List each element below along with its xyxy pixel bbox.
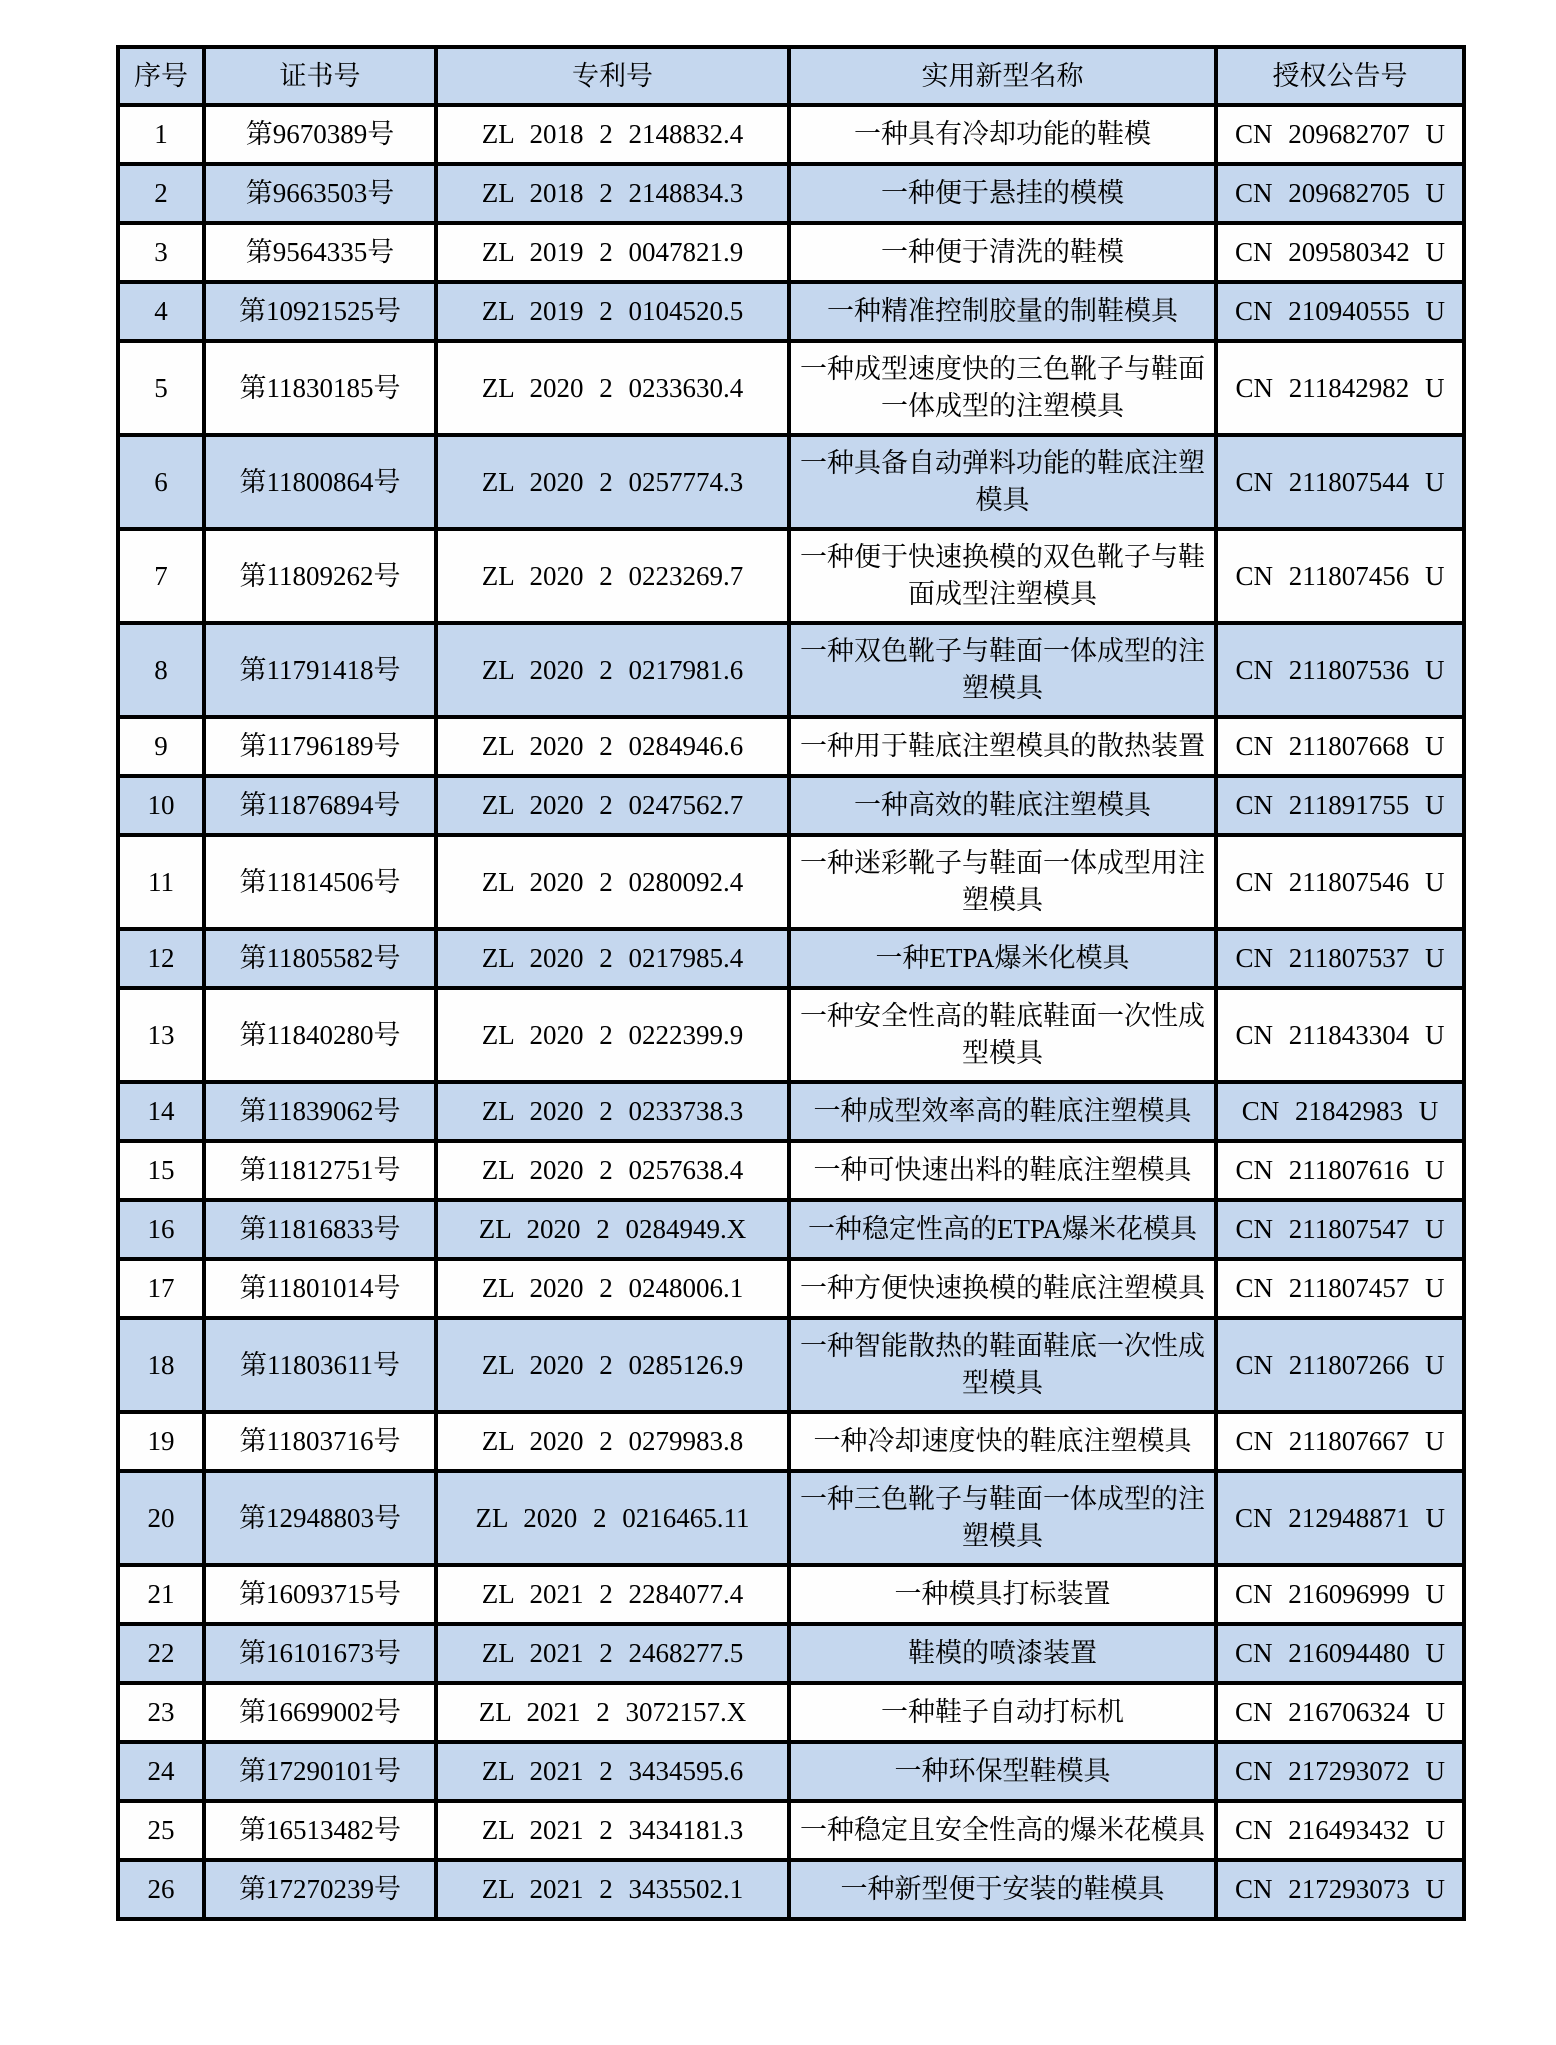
cell-patent: ZL 2018 2 2148834.3 <box>436 164 789 223</box>
cell-pub: CN 211807536 U <box>1216 623 1464 717</box>
cell-pub: CN 209580342 U <box>1216 223 1464 282</box>
cell-cert: 第11805582号 <box>204 929 436 988</box>
cell-index: 11 <box>118 835 204 929</box>
cell-name: 一种方便快速换模的鞋底注塑模具 <box>789 1259 1216 1318</box>
table-row <box>118 1318 1464 1412</box>
cell-index: 9 <box>118 717 204 776</box>
cell-index: 7 <box>118 529 204 623</box>
cell-name: 一种可快速出料的鞋底注塑模具 <box>789 1141 1216 1200</box>
table-row <box>118 776 1464 835</box>
col-header-index: 序号 <box>118 47 204 105</box>
cell-name: 一种具有冷却功能的鞋模 <box>789 105 1216 164</box>
cell-index: 22 <box>118 1624 204 1683</box>
cell-name: 一种三色靴子与鞋面一体成型的注塑模具 <box>789 1471 1216 1565</box>
table-row <box>118 105 1464 164</box>
cell-patent: ZL 2020 2 0257638.4 <box>436 1141 789 1200</box>
cell-name: 一种ETPA爆米化模具 <box>789 929 1216 988</box>
table-row <box>118 1565 1464 1624</box>
cell-pub: CN 21842983 U <box>1216 1082 1464 1141</box>
cell-cert: 第11809262号 <box>204 529 436 623</box>
cell-index: 14 <box>118 1082 204 1141</box>
col-header-pub: 授权公告号 <box>1216 47 1464 105</box>
cell-index: 4 <box>118 282 204 341</box>
cell-pub: CN 211807266 U <box>1216 1318 1464 1412</box>
cell-name: 一种迷彩靴子与鞋面一体成型用注塑模具 <box>789 835 1216 929</box>
cell-pub: CN 211807616 U <box>1216 1141 1464 1200</box>
table-row <box>118 1860 1464 1919</box>
table-row <box>118 1683 1464 1742</box>
cell-pub: CN 211842982 U <box>1216 341 1464 435</box>
cell-index: 20 <box>118 1471 204 1565</box>
table-row <box>118 1141 1464 1200</box>
cell-index: 21 <box>118 1565 204 1624</box>
cell-cert: 第11796189号 <box>204 717 436 776</box>
cell-cert: 第11814506号 <box>204 835 436 929</box>
table-row <box>118 529 1464 623</box>
cell-cert: 第9670389号 <box>204 105 436 164</box>
cell-index: 16 <box>118 1200 204 1259</box>
patent-table-header <box>118 47 1464 105</box>
cell-patent: ZL 2019 2 0047821.9 <box>436 223 789 282</box>
cell-patent: ZL 2021 2 3434595.6 <box>436 1742 789 1801</box>
cell-name: 一种便于清洗的鞋模 <box>789 223 1216 282</box>
cell-patent: ZL 2020 2 0233738.3 <box>436 1082 789 1141</box>
table-row <box>118 929 1464 988</box>
table-row <box>118 1742 1464 1801</box>
cell-index: 1 <box>118 105 204 164</box>
cell-patent: ZL 2018 2 2148832.4 <box>436 105 789 164</box>
cell-name: 一种冷却速度快的鞋底注塑模具 <box>789 1412 1216 1471</box>
cell-patent: ZL 2020 2 0285126.9 <box>436 1318 789 1412</box>
patent-table-body <box>118 105 1464 1919</box>
cell-patent: ZL 2020 2 0284946.6 <box>436 717 789 776</box>
cell-index: 2 <box>118 164 204 223</box>
cell-cert: 第16101673号 <box>204 1624 436 1683</box>
table-row <box>118 223 1464 282</box>
cell-name: 一种成型效率高的鞋底注塑模具 <box>789 1082 1216 1141</box>
cell-cert: 第11839062号 <box>204 1082 436 1141</box>
cell-name: 一种具备自动弹料功能的鞋底注塑模具 <box>789 435 1216 529</box>
cell-patent: ZL 2020 2 0223269.7 <box>436 529 789 623</box>
cell-index: 13 <box>118 988 204 1082</box>
cell-pub: CN 216493432 U <box>1216 1801 1464 1860</box>
cell-patent: ZL 2020 2 0222399.9 <box>436 988 789 1082</box>
cell-name: 一种便于快速换模的双色靴子与鞋面成型注塑模具 <box>789 529 1216 623</box>
cell-index: 15 <box>118 1141 204 1200</box>
cell-cert: 第11801014号 <box>204 1259 436 1318</box>
cell-index: 26 <box>118 1860 204 1919</box>
cell-patent: ZL 2021 2 3072157.X <box>436 1683 789 1742</box>
cell-patent: ZL 2020 2 0247562.7 <box>436 776 789 835</box>
cell-name: 一种高效的鞋底注塑模具 <box>789 776 1216 835</box>
cell-patent: ZL 2020 2 0217981.6 <box>436 623 789 717</box>
cell-patent: ZL 2021 2 2468277.5 <box>436 1624 789 1683</box>
cell-patent: ZL 2020 2 0216465.11 <box>436 1471 789 1565</box>
cell-patent: ZL 2020 2 0217985.4 <box>436 929 789 988</box>
cell-name: 一种模具打标装置 <box>789 1565 1216 1624</box>
col-header-cert: 证书号 <box>204 47 436 105</box>
table-row <box>118 1412 1464 1471</box>
table-row <box>118 435 1464 529</box>
table-row <box>118 1471 1464 1565</box>
cell-index: 24 <box>118 1742 204 1801</box>
cell-cert: 第16699002号 <box>204 1683 436 1742</box>
cell-name: 一种环保型鞋模具 <box>789 1742 1216 1801</box>
cell-patent: ZL 2021 2 3434181.3 <box>436 1801 789 1860</box>
cell-name: 一种鞋子自动打标机 <box>789 1683 1216 1742</box>
table-row <box>118 1082 1464 1141</box>
cell-cert: 第11840280号 <box>204 988 436 1082</box>
table-row <box>118 623 1464 717</box>
cell-name: 一种双色靴子与鞋面一体成型的注塑模具 <box>789 623 1216 717</box>
cell-name: 一种用于鞋底注塑模具的散热装置 <box>789 717 1216 776</box>
cell-pub: CN 210940555 U <box>1216 282 1464 341</box>
header-row <box>118 47 1464 105</box>
cell-cert: 第11803716号 <box>204 1412 436 1471</box>
cell-pub: CN 211891755 U <box>1216 776 1464 835</box>
cell-cert: 第9564335号 <box>204 223 436 282</box>
cell-index: 12 <box>118 929 204 988</box>
cell-pub: CN 211807544 U <box>1216 435 1464 529</box>
cell-index: 23 <box>118 1683 204 1742</box>
cell-cert: 第9663503号 <box>204 164 436 223</box>
cell-pub: CN 216096999 U <box>1216 1565 1464 1624</box>
cell-name: 一种便于悬挂的模模 <box>789 164 1216 223</box>
cell-pub: CN 211807667 U <box>1216 1412 1464 1471</box>
cell-pub: CN 209682707 U <box>1216 105 1464 164</box>
cell-index: 3 <box>118 223 204 282</box>
table-row <box>118 341 1464 435</box>
table-row <box>118 988 1464 1082</box>
cell-pub: CN 209682705 U <box>1216 164 1464 223</box>
cell-cert: 第16513482号 <box>204 1801 436 1860</box>
cell-cert: 第11791418号 <box>204 623 436 717</box>
table-row <box>118 1200 1464 1259</box>
cell-cert: 第11816833号 <box>204 1200 436 1259</box>
cell-name: 一种新型便于安装的鞋模具 <box>789 1860 1216 1919</box>
cell-index: 6 <box>118 435 204 529</box>
cell-cert: 第11800864号 <box>204 435 436 529</box>
table-row <box>118 835 1464 929</box>
cell-patent: ZL 2020 2 0280092.4 <box>436 835 789 929</box>
cell-pub: CN 211807546 U <box>1216 835 1464 929</box>
cell-index: 17 <box>118 1259 204 1318</box>
cell-pub: CN 212948871 U <box>1216 1471 1464 1565</box>
cell-pub: CN 211807547 U <box>1216 1200 1464 1259</box>
cell-pub: CN 211807456 U <box>1216 529 1464 623</box>
patent-table <box>116 45 1466 1921</box>
cell-pub: CN 211807457 U <box>1216 1259 1464 1318</box>
cell-patent: ZL 2020 2 0257774.3 <box>436 435 789 529</box>
cell-cert: 第11812751号 <box>204 1141 436 1200</box>
cell-name: 一种稳定且安全性高的爆米花模具 <box>789 1801 1216 1860</box>
cell-patent: ZL 2021 2 2284077.4 <box>436 1565 789 1624</box>
cell-patent: ZL 2020 2 0284949.X <box>436 1200 789 1259</box>
cell-cert: 第17290101号 <box>204 1742 436 1801</box>
cell-patent: ZL 2021 2 3435502.1 <box>436 1860 789 1919</box>
cell-pub: CN 211807668 U <box>1216 717 1464 776</box>
cell-patent: ZL 2019 2 0104520.5 <box>436 282 789 341</box>
cell-patent: ZL 2020 2 0233630.4 <box>436 341 789 435</box>
cell-patent: ZL 2020 2 0279983.8 <box>436 1412 789 1471</box>
cell-cert: 第17270239号 <box>204 1860 436 1919</box>
table-row <box>118 1801 1464 1860</box>
col-header-name: 实用新型名称 <box>789 47 1216 105</box>
cell-name: 一种精准控制胶量的制鞋模具 <box>789 282 1216 341</box>
cell-pub: CN 211843304 U <box>1216 988 1464 1082</box>
cell-index: 8 <box>118 623 204 717</box>
table-row <box>118 164 1464 223</box>
cell-name: 一种成型速度快的三色靴子与鞋面一体成型的注塑模具 <box>789 341 1216 435</box>
table-row <box>118 1259 1464 1318</box>
table-row <box>118 1624 1464 1683</box>
cell-cert: 第11830185号 <box>204 341 436 435</box>
cell-name: 一种稳定性高的ETPA爆米花模具 <box>789 1200 1216 1259</box>
cell-cert: 第11876894号 <box>204 776 436 835</box>
cell-cert: 第10921525号 <box>204 282 436 341</box>
cell-name: 一种安全性高的鞋底鞋面一次性成型模具 <box>789 988 1216 1082</box>
cell-patent: ZL 2020 2 0248006.1 <box>436 1259 789 1318</box>
cell-pub: CN 217293073 U <box>1216 1860 1464 1919</box>
cell-cert: 第12948803号 <box>204 1471 436 1565</box>
cell-pub: CN 216706324 U <box>1216 1683 1464 1742</box>
cell-index: 19 <box>118 1412 204 1471</box>
table-row <box>118 717 1464 776</box>
table-row <box>118 282 1464 341</box>
cell-cert: 第11803611号 <box>204 1318 436 1412</box>
cell-index: 10 <box>118 776 204 835</box>
cell-index: 25 <box>118 1801 204 1860</box>
cell-cert: 第16093715号 <box>204 1565 436 1624</box>
cell-name: 一种智能散热的鞋面鞋底一次性成型模具 <box>789 1318 1216 1412</box>
col-header-patent: 专利号 <box>436 47 789 105</box>
cell-index: 5 <box>118 341 204 435</box>
cell-index: 18 <box>118 1318 204 1412</box>
cell-pub: CN 211807537 U <box>1216 929 1464 988</box>
cell-pub: CN 216094480 U <box>1216 1624 1464 1683</box>
cell-pub: CN 217293072 U <box>1216 1742 1464 1801</box>
cell-name: 鞋模的喷漆装置 <box>789 1624 1216 1683</box>
